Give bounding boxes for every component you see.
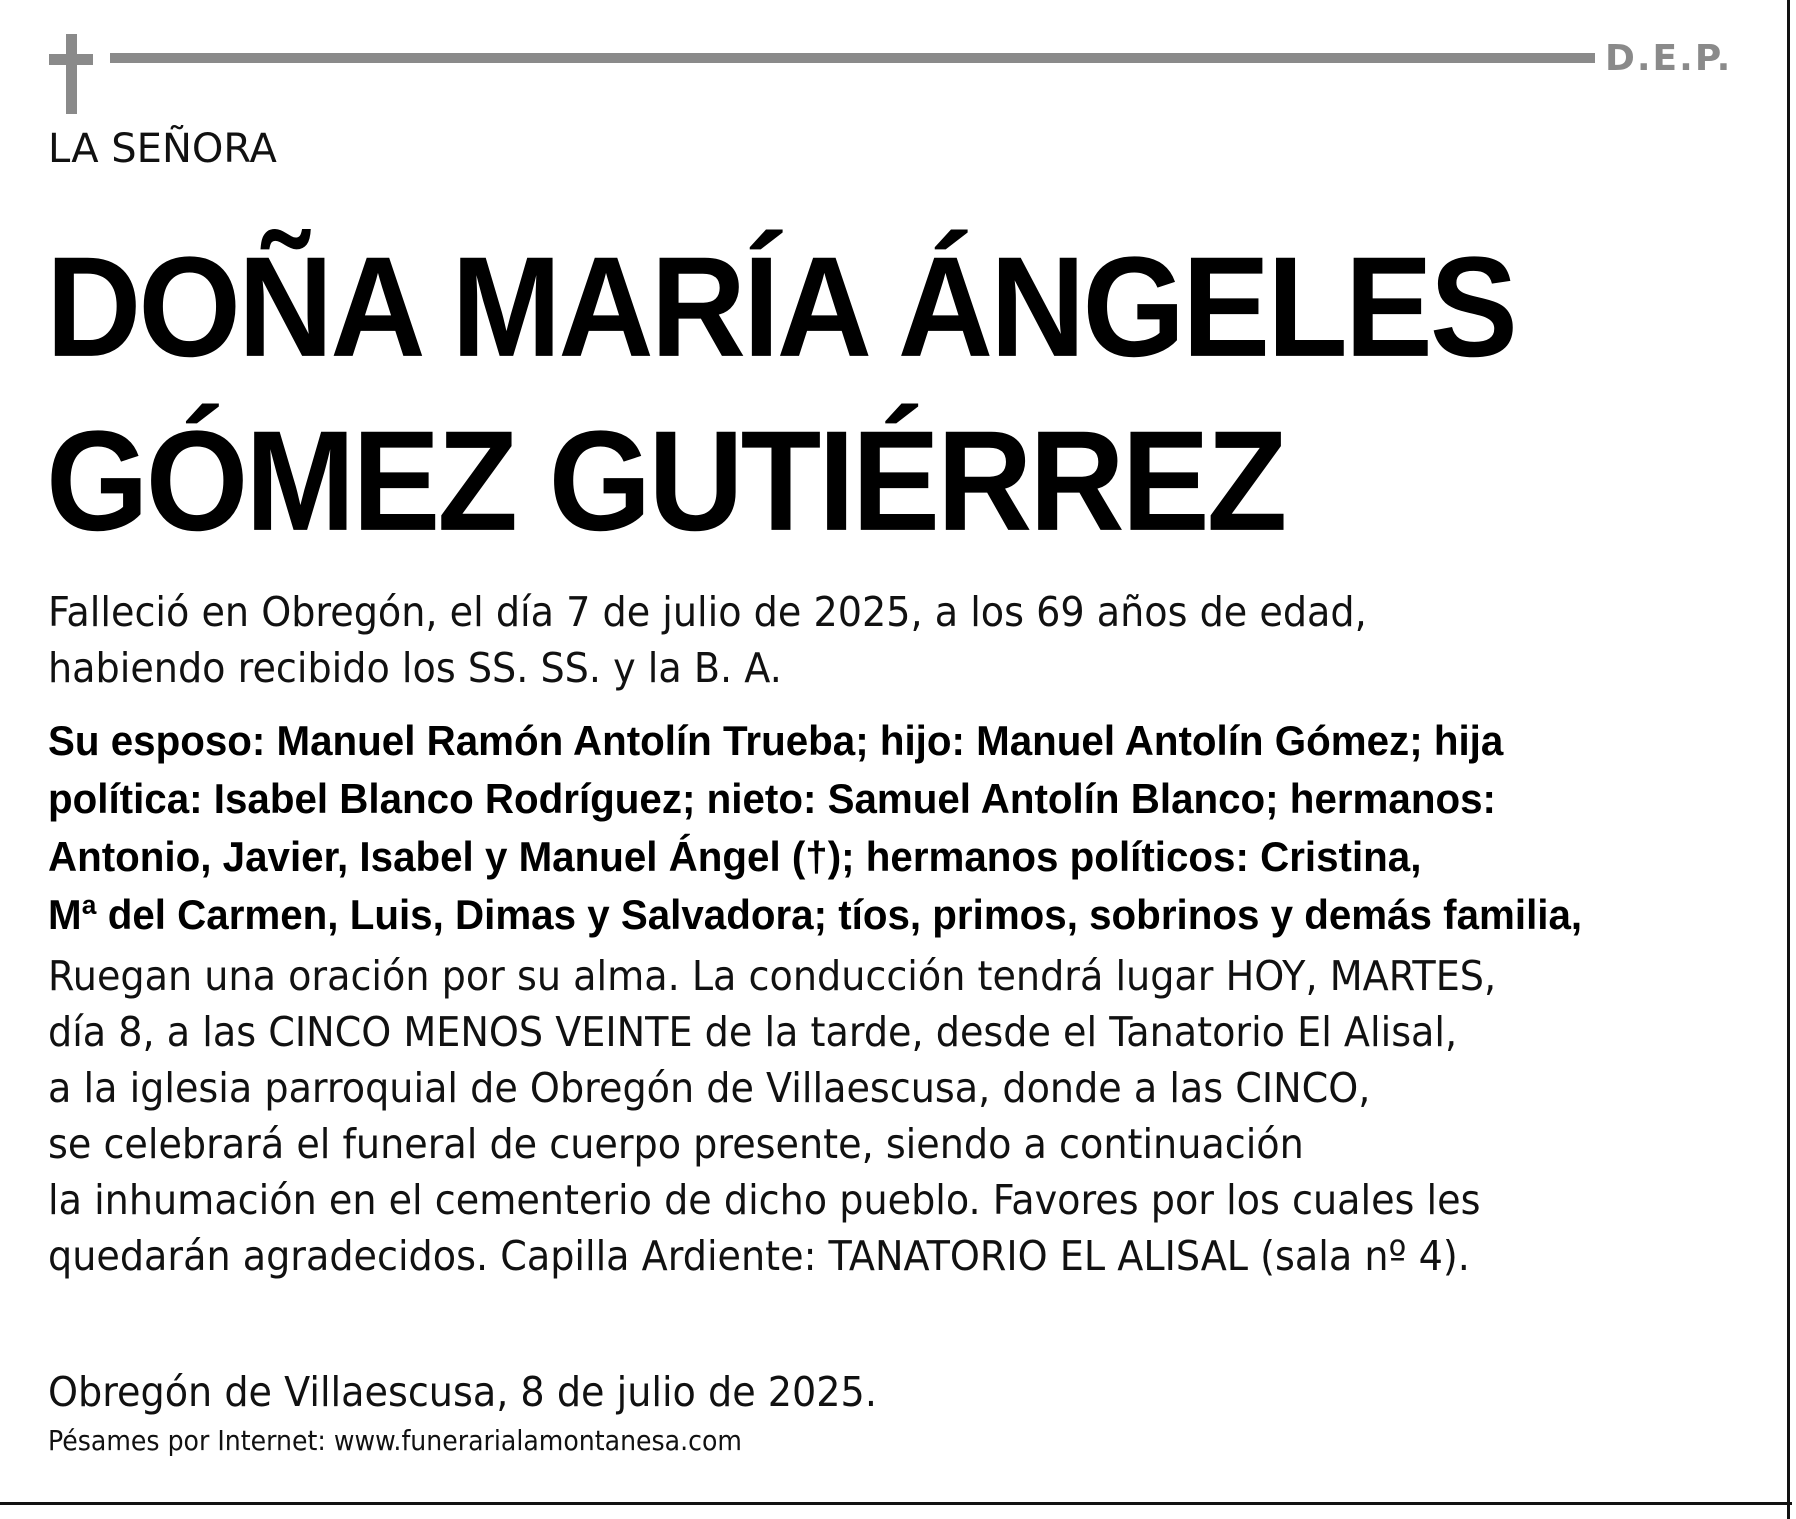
place-date bbox=[48, 1364, 939, 1420]
death-notice-line: habiendo recibido los SS. SS. y la B. A. bbox=[48, 644, 782, 692]
family-line: Su esposo: Manuel Ramón Antolín Trueba; hijo: Manuel Antolín Gómez; hija bbox=[48, 717, 1504, 764]
deceased-name-line-2: GÓMEZ GUTIÉRREZ bbox=[46, 401, 1285, 561]
service-line: día 8, a las CINCO MENOS VEINTE de la tarde, desde el Tanatorio El Alisal, bbox=[48, 1008, 1458, 1056]
internet-condolences-note: Pésames por Internet: www.funerarialamontanesa.com bbox=[48, 1424, 742, 1457]
service-line: quedarán agradecidos. Capilla Ardiente: TANATORIO EL ALISAL (sala nº 4). bbox=[48, 1232, 1470, 1280]
death-notice-line: Falleció en Obregón, el día 7 de julio de 2025, a los 69 años de edad, bbox=[48, 588, 1367, 636]
service-details bbox=[48, 948, 1605, 1284]
service-line: se celebrará el funeral de cuerpo presente, siendo a continuación bbox=[48, 1120, 1304, 1168]
service-line: la inhumación en el cementerio de dicho pueblo. Favores por los cuales les bbox=[48, 1176, 1481, 1224]
dep-label: D.E.P. bbox=[1605, 38, 1733, 79]
family-line: política: Isabel Blanco Rodríguez; nieto: Samuel Antolín Blanco; hermanos: bbox=[48, 775, 1496, 822]
service-line: Ruegan una oración por su alma. La conducción tendrá lugar HOY, MARTES, bbox=[48, 952, 1497, 1000]
header-rule bbox=[110, 53, 1595, 63]
deceased-name-line-1: DOÑA MARÍA ÁNGELES bbox=[46, 227, 1515, 387]
bottom-rule bbox=[0, 1502, 1792, 1505]
service-line: a la iglesia parroquial de Obregón de Villaescusa, donde a las CINCO, bbox=[48, 1064, 1371, 1112]
family-line: Antonio, Javier, Isabel y Manuel Ángel (†); hermanos políticos: Cristina, bbox=[48, 833, 1422, 880]
latin-cross-icon bbox=[49, 34, 93, 114]
salutation: LA SEÑORA bbox=[48, 126, 277, 172]
death-notice bbox=[48, 584, 1466, 696]
family-list bbox=[48, 712, 1646, 944]
family-line: Mª del Carmen, Luis, Dimas y Salvadora; tíos, primos, sobrinos y demás familia, bbox=[48, 891, 1583, 938]
place-date-line: Obregón de Villaescusa, 8 de julio de 2025. bbox=[48, 1368, 877, 1416]
